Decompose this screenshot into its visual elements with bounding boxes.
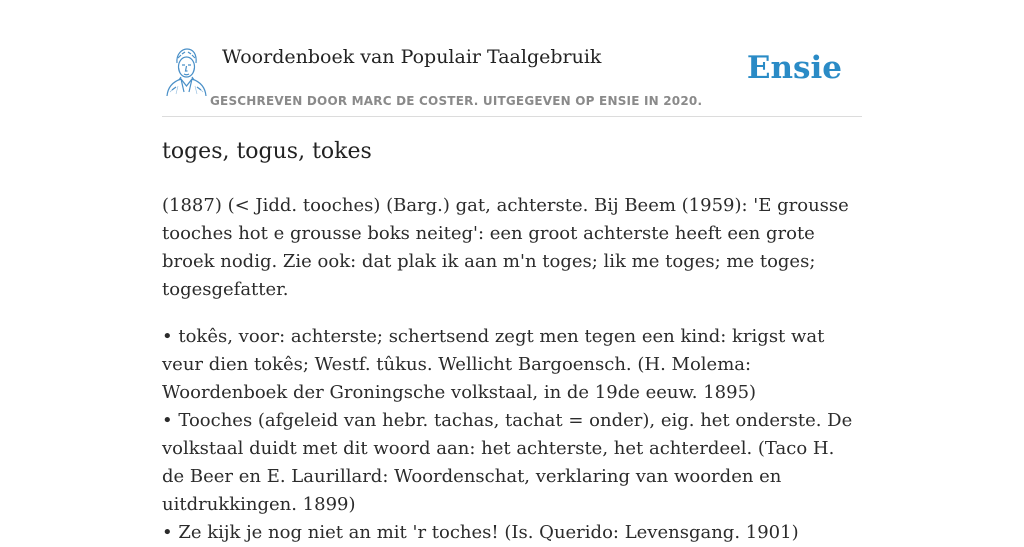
author-portrait-icon [164,46,208,96]
book-title[interactable]: Woordenboek van Populair Taalgebruik [222,46,602,68]
header [162,40,862,117]
entry-definition: (1887) (< Jidd. tooches) (Barg.) gat, achterste. Bij Beem (1959): 'E grousse tooches hot e grousse boks neiteg': een groot achterste heeft een grote broek nodig. Zie ook: dat plak ik aan m'n toges; lik me toges; me toges; togesgefatter. [162,195,849,300]
entry-content [162,192,862,547]
citation: • Tooches (afgeleid van hebr. tachas, tachat = onder), eig. het onderste. De volkstaal duidt met dit woord aan: het achterste, het achterdeel. (Taco H. de Beer en E. Laurillard: Woordenschat, verklaring van woorden en uitdrukkingen. 1899) [162,410,853,515]
ensie-logo[interactable]: Ensie [746,50,842,86]
citation: • tokês, voor: achterste; schertsend zegt men tegen een kind: krigst wat veur dien tokês; Westf. tûkus. Wellicht Bargoensch. (H. Molema: Woordenboek der Groningsche volkstaal, in de 19de eeuw. 1895) [162,326,825,403]
byline: GESCHREVEN DOOR MARC DE COSTER. UITGEGEVEN OP ENSIE IN 2020. [210,94,703,108]
entry-headword: toges, togus, tokes [162,139,372,164]
citation: • Ze kijk je nog niet an mit 'r toches! (Is. Querido: Levensgang. 1901) [162,522,799,543]
